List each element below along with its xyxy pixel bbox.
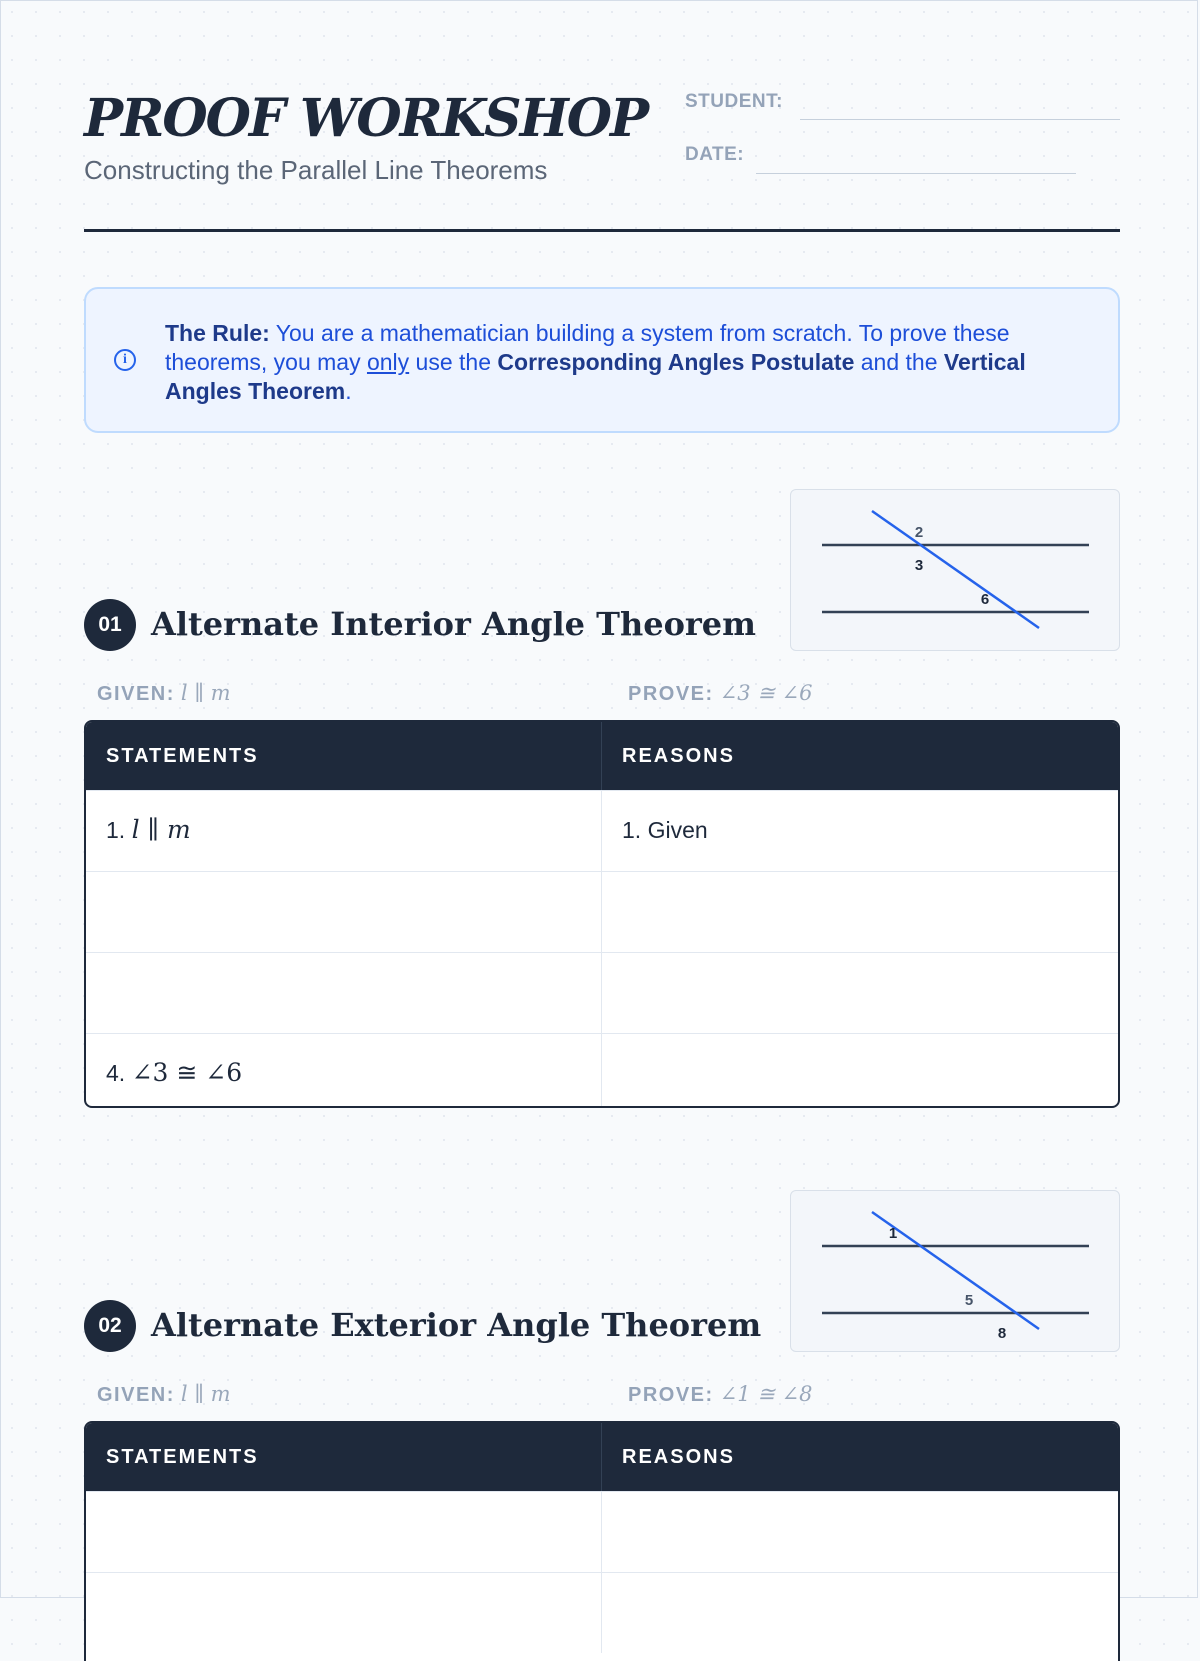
angle-label: 6 xyxy=(980,591,990,608)
parallel-lines-diagram xyxy=(791,1191,1121,1353)
rule-label: The Rule: xyxy=(165,320,270,346)
prove-label-text: PROVE: xyxy=(628,1384,714,1406)
rule-text xyxy=(165,319,1085,406)
date-field[interactable] xyxy=(756,173,1076,174)
info-icon: i xyxy=(114,349,136,371)
statement-text: ∠3 ≅ ∠6 xyxy=(131,1058,243,1087)
table-row xyxy=(86,871,1118,952)
statement-cell[interactable] xyxy=(106,791,191,869)
table-row xyxy=(86,952,1118,1033)
section-title: Alternate Interior Angle Theorem xyxy=(151,605,756,643)
angle-label: 1 xyxy=(888,1225,898,1242)
student-label: STUDENT: xyxy=(685,91,783,112)
rule-text-part: You are a mathematician building a system from scratch. To prove these theorems, you may xyxy=(165,320,1010,375)
rule-text-part: and the xyxy=(854,349,944,375)
column-divider xyxy=(601,1492,602,1572)
angle-label: 8 xyxy=(997,1325,1007,1342)
reasons-header: REASONS xyxy=(622,1446,735,1468)
prove-label xyxy=(628,681,813,706)
transversal-line xyxy=(872,511,1039,628)
section-title: Alternate Exterior Angle Theorem xyxy=(151,1306,762,1344)
section-number: 01 xyxy=(84,599,136,651)
date-label: DATE: xyxy=(685,144,745,165)
given-label-text: GIVEN: xyxy=(97,1384,175,1406)
statement-cell[interactable] xyxy=(106,1034,242,1108)
table-row xyxy=(86,790,1118,871)
column-divider xyxy=(601,953,602,1033)
angle-label: 3 xyxy=(914,557,924,574)
rule-postulate: Corresponding Angles Postulate xyxy=(497,349,855,375)
given-label xyxy=(97,1382,231,1407)
reasons-header: REASONS xyxy=(622,745,735,767)
statements-header: STATEMENTS xyxy=(106,1446,259,1468)
angle-label: 2 xyxy=(914,524,924,541)
prove-label-text: PROVE: xyxy=(628,683,714,705)
page-title: PROOF WORKSHOP xyxy=(84,88,648,149)
prove-statement: ∠3 ≅ ∠6 xyxy=(719,681,813,705)
parallel-lines-diagram xyxy=(791,490,1121,652)
table-row xyxy=(86,1033,1118,1108)
column-divider xyxy=(601,1573,602,1653)
rule-text-part: use the xyxy=(409,349,498,375)
diagram-alternate-interior xyxy=(790,489,1120,651)
table-header xyxy=(86,1423,1118,1491)
proof-table xyxy=(84,720,1120,1108)
column-divider xyxy=(601,791,602,871)
table-header xyxy=(86,722,1118,790)
proof-table xyxy=(84,1421,1120,1661)
diagram-alternate-exterior xyxy=(790,1190,1120,1352)
reason-cell[interactable]: 1. Given xyxy=(622,817,708,843)
rule-callout xyxy=(84,287,1120,433)
column-divider xyxy=(601,872,602,952)
header-divider xyxy=(84,229,1120,232)
given-label-text: GIVEN: xyxy=(97,683,175,705)
angle-label: 5 xyxy=(964,1292,974,1309)
column-divider xyxy=(601,1034,602,1108)
statement-text: l ∥ m xyxy=(131,815,191,844)
table-row xyxy=(86,1491,1118,1572)
page-subtitle: Constructing the Parallel Line Theorems xyxy=(84,155,548,185)
table-row xyxy=(86,1572,1118,1653)
column-divider xyxy=(601,722,602,790)
student-name-field[interactable] xyxy=(800,119,1120,120)
statements-header: STATEMENTS xyxy=(106,745,259,767)
prove-label xyxy=(628,1382,813,1407)
prove-statement: ∠1 ≅ ∠8 xyxy=(719,1382,813,1406)
given-label xyxy=(97,681,231,706)
section-number: 02 xyxy=(84,1300,136,1352)
rule-emphasis-only: only xyxy=(366,349,410,375)
given-statement: l ∥ m xyxy=(180,681,231,705)
step-number: 1. xyxy=(106,817,126,843)
column-divider xyxy=(601,1423,602,1491)
rule-text-part: . xyxy=(345,378,352,404)
step-number: 4. xyxy=(106,1060,126,1086)
rule-theorem: Vertical Angles Theorem xyxy=(165,349,1026,404)
given-statement: l ∥ m xyxy=(180,1382,231,1406)
